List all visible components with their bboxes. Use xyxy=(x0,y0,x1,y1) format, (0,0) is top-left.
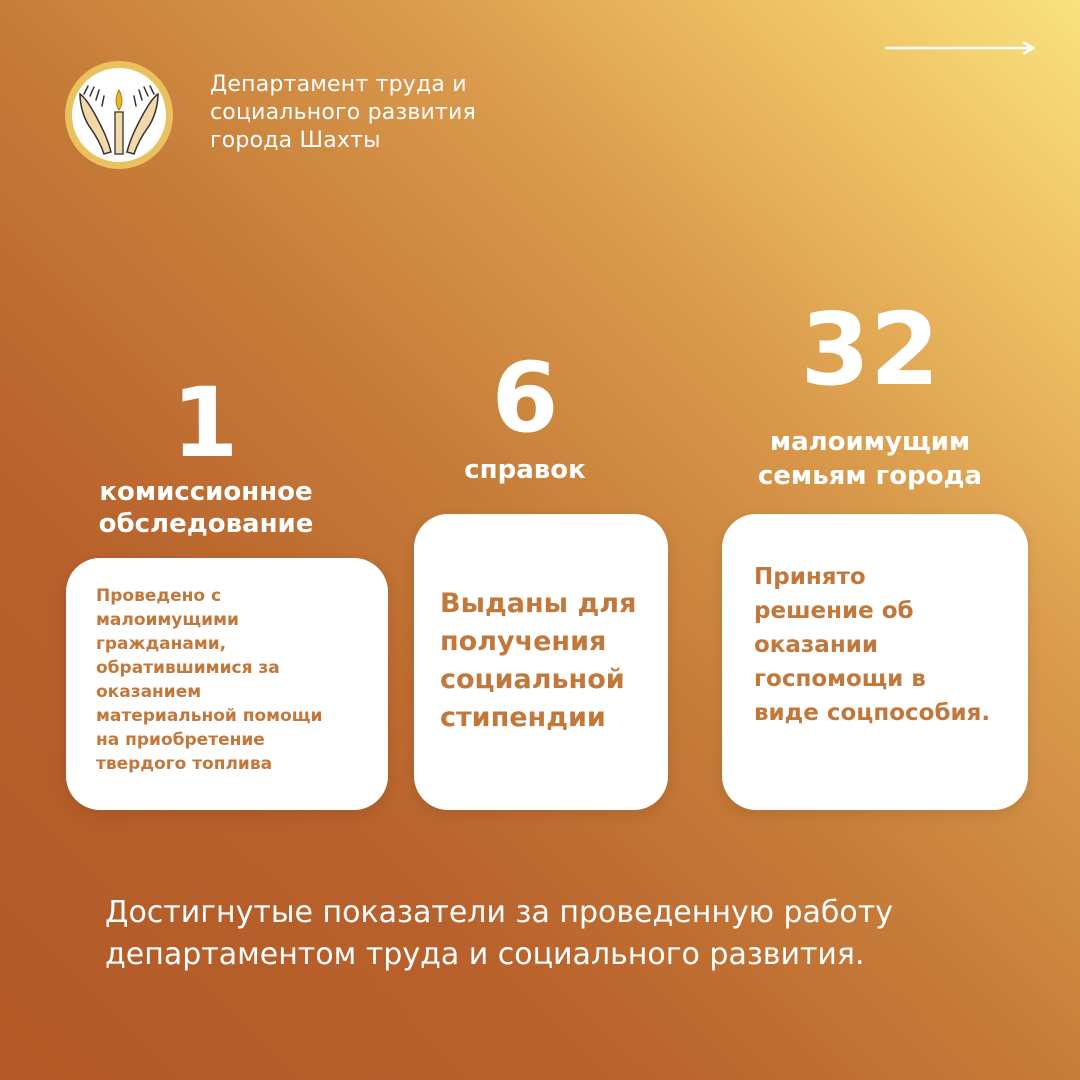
card-3-line-4: госпомощи в xyxy=(754,666,926,692)
stat-caption-3-line-1: малоимущим xyxy=(769,427,971,457)
footer-text-line-2: департаментом труда и социального развития. xyxy=(105,937,865,972)
stat-caption-3-line-2: семьям города xyxy=(757,461,983,491)
stat-caption-1-line-2: обследование xyxy=(98,509,314,539)
stat-card-2 xyxy=(414,514,668,810)
stat-card-1 xyxy=(66,558,388,810)
card-1-line-5: оказанием xyxy=(96,682,202,702)
org-name-line-3: города Шахты xyxy=(210,128,381,153)
card-1-line-8: твердого топлива xyxy=(96,754,273,774)
stat-card-3 xyxy=(722,514,1028,810)
card-1-line-6: материальной помощи xyxy=(96,706,323,726)
card-2-line-3: социальной xyxy=(440,664,625,695)
footer-text-line-1: Достигнутые показатели за проведенную работу xyxy=(105,895,893,930)
card-1-line-3: гражданами, xyxy=(96,634,227,654)
card-1-line-1: Проведено с xyxy=(96,586,222,606)
stat-caption-1-line-1: комиссионное xyxy=(99,477,313,507)
card-3-line-3: оказании xyxy=(754,632,878,658)
stat-number-2: 6 xyxy=(491,342,559,454)
stat-number-1: 1 xyxy=(171,367,239,479)
card-1-line-7: на приобретение xyxy=(96,730,265,750)
org-name-line-1: Департамент труда и xyxy=(210,72,467,97)
stat-number-3: 32 xyxy=(800,291,940,408)
card-3-line-2: решение об xyxy=(754,598,914,624)
card-1-line-2: малоимущими xyxy=(96,610,239,630)
stat-caption-2: справок xyxy=(464,455,586,485)
card-2-line-1: Выданы для xyxy=(440,588,637,619)
card-3-line-1: Принято xyxy=(754,564,866,590)
card-1-line-4: обратившимися за xyxy=(96,658,280,678)
org-name-line-2: социального развития xyxy=(210,100,476,125)
hands-candle-logo xyxy=(64,60,174,170)
card-2-line-2: получения xyxy=(440,626,607,657)
arrow-right-icon[interactable] xyxy=(885,38,1035,58)
card-2-line-4: стипендии xyxy=(440,702,606,733)
card-3-line-5: виде соцпособия. xyxy=(754,700,991,726)
